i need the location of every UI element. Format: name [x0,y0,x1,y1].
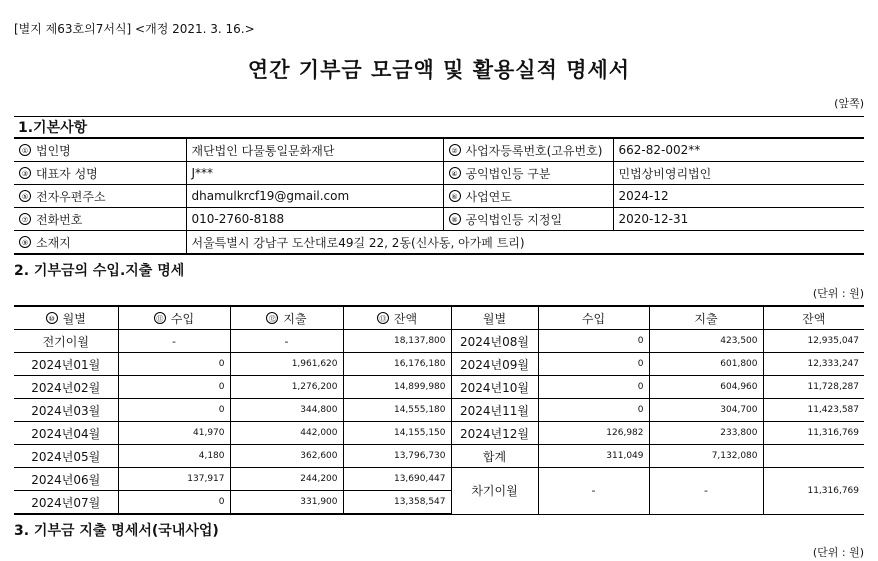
expense-cell: 1,961,620 [230,353,343,376]
expense-cell: 1,276,200 [230,376,343,399]
table-row [14,422,864,445]
income-cell: 0 [118,376,230,399]
expense-cell: 304,700 [649,399,763,422]
unit-label-finance: (단위 : 원) [812,287,864,300]
field-label-text: 전자우편주소 [36,189,106,204]
circled-number-icon: ⑧ [449,213,461,225]
expense-cell: - [230,330,343,353]
income-cell: 0 [118,353,230,376]
page-title: 연간 기부금 모금액 및 활용실적 명세서 [247,58,631,82]
circled-number-icon: ⑨ [19,236,31,248]
finance-table [14,305,864,515]
income-cell: 126,982 [538,422,649,445]
address-value: 서울특별시 강남구 도산대로49길 22, 2동(신사동, 아가페 트리) [186,231,864,255]
field-label [443,208,613,231]
month-cell: 2024년05월 [14,445,118,468]
month-cell: 2024년01월 [14,353,118,376]
circled-number-icon: ② [449,144,461,156]
balance-cell: 11,728,287 [763,376,864,399]
field-label-text: 법인명 [36,143,71,158]
field-value: 민법상비영리법인 [613,162,864,185]
field-label [443,185,613,208]
income-cell: 4,180 [118,445,230,468]
column-header-expense [230,306,343,330]
income-cell: 41,970 [118,422,230,445]
month-cell: 2024년03월 [14,399,118,422]
balance-cell: 11,316,769 [763,422,864,445]
column-header-text: 수입 [170,311,195,326]
month-cell: 전기이월 [14,330,118,353]
column-header-text: 잔액 [393,311,418,326]
month-cell: 2024년08월 [451,330,538,353]
balance-cell: 11,316,769 [763,468,864,515]
field-value: 재단법인 다물통일문화재단 [186,139,443,162]
month-cell: 2024년04월 [14,422,118,445]
month-cell: 2024년11월 [451,399,538,422]
column-header-text: 지출 [283,311,307,326]
side-label: (앞쪽) [834,97,864,110]
column-header-income [118,306,230,330]
month-cell: 2024년12월 [451,422,538,445]
balance-cell: 13,796,730 [343,445,451,468]
month-cell: 2024년09월 [451,353,538,376]
expense-cell: 442,000 [230,422,343,445]
circled-number-icon: ⑬ [377,312,389,324]
field-value: 662-82-002** [613,139,864,162]
balance-cell: 18,137,800 [343,330,451,353]
field-label [14,231,186,255]
income-cell: - [118,330,230,353]
unit-label-expense: (단위 : 원) [812,546,864,559]
circled-number-icon: ⑩ [46,312,58,324]
basic-info-table [14,138,864,255]
expense-cell: 423,500 [649,330,763,353]
field-label-text: 사업자등록번호(고유번호) [465,143,603,158]
section-expense-title: 3. 기부금 지출 명세서(국내사업) [14,523,219,539]
section-basic-title: 1.기본사항 [14,116,864,138]
expense-cell: 7,132,080 [649,445,763,468]
field-label-text: 대표자 성명 [36,166,98,181]
expense-cell: 233,800 [649,422,763,445]
expense-cell: 362,600 [230,445,343,468]
balance-cell: 11,423,587 [763,399,864,422]
form-note: [별지 제63호의7서식] <개정 2021. 3. 16.> [14,22,255,36]
column-header-month: 월별 [451,306,538,330]
info-row [14,208,864,231]
income-cell: 137,917 [118,468,230,491]
field-label-text: 전화번호 [36,212,83,227]
balance-cell: 13,358,547 [343,491,451,515]
month-cell: 합계 [451,445,538,468]
field-label [14,162,186,185]
expense-cell: 244,200 [230,468,343,491]
field-value: dhamulkrcf19@gmail.com [186,185,443,208]
field-value: 2024-12 [613,185,864,208]
column-header-balance [343,306,451,330]
income-cell: 0 [538,353,649,376]
circled-number-icon: ⑫ [266,312,278,324]
circled-number-icon: ⑥ [449,190,461,202]
income-cell: 0 [538,376,649,399]
field-label [443,162,613,185]
field-value: J*** [186,162,443,185]
field-label [14,185,186,208]
field-label [14,208,186,231]
field-label-text: 소재지 [36,235,71,250]
table-row [14,330,864,353]
info-row [14,185,864,208]
field-label [14,139,186,162]
field-label-text: 사업연도 [465,189,512,204]
month-cell: 차기이월 [451,468,538,515]
circled-number-icon: ⑪ [154,312,166,324]
table-row [14,353,864,376]
income-cell: 0 [118,491,230,515]
circled-number-icon: ④ [449,167,461,179]
field-label [443,139,613,162]
field-value: 2020-12-31 [613,208,864,231]
field-label-text: 공익법인등 구분 [465,166,551,181]
expense-cell: 344,800 [230,399,343,422]
income-cell: - [538,468,649,515]
balance-cell: 12,935,047 [763,330,864,353]
balance-cell: 14,555,180 [343,399,451,422]
expense-cell: 331,900 [230,491,343,515]
balance-cell [763,445,864,468]
expense-cell: 601,800 [649,353,763,376]
month-cell: 2024년02월 [14,376,118,399]
column-header-income: 수입 [538,306,649,330]
circled-number-icon: ① [19,144,31,156]
balance-cell: 14,899,980 [343,376,451,399]
circled-number-icon: ⑤ [19,190,31,202]
table-row [14,399,864,422]
finance-header-row [14,306,864,330]
section-finance-title: 2. 기부금의 수입.지출 명세 [14,263,185,279]
month-cell: 2024년06월 [14,468,118,491]
expense-cell: 604,960 [649,376,763,399]
table-row [14,468,864,491]
table-row [14,445,864,468]
column-header-text: 월별 [62,311,86,326]
info-row [14,139,864,162]
balance-cell: 13,690,447 [343,468,451,491]
income-cell: 0 [538,330,649,353]
circled-number-icon: ③ [19,167,31,179]
income-cell: 0 [538,399,649,422]
table-row [14,376,864,399]
field-label-text: 공익법인등 지정일 [465,212,563,227]
income-cell: 0 [118,399,230,422]
info-row-address [14,231,864,255]
balance-cell: 14,155,150 [343,422,451,445]
column-header-expense: 지출 [649,306,763,330]
column-header-balance: 잔액 [763,306,864,330]
month-cell: 2024년07월 [14,491,118,515]
field-value: 010-2760-8188 [186,208,443,231]
circled-number-icon: ⑦ [19,213,31,225]
column-header-month [14,306,118,330]
balance-cell: 12,333,247 [763,353,864,376]
month-cell: 2024년10월 [451,376,538,399]
income-cell: 311,049 [538,445,649,468]
expense-cell: - [649,468,763,515]
balance-cell: 16,176,180 [343,353,451,376]
info-row [14,162,864,185]
